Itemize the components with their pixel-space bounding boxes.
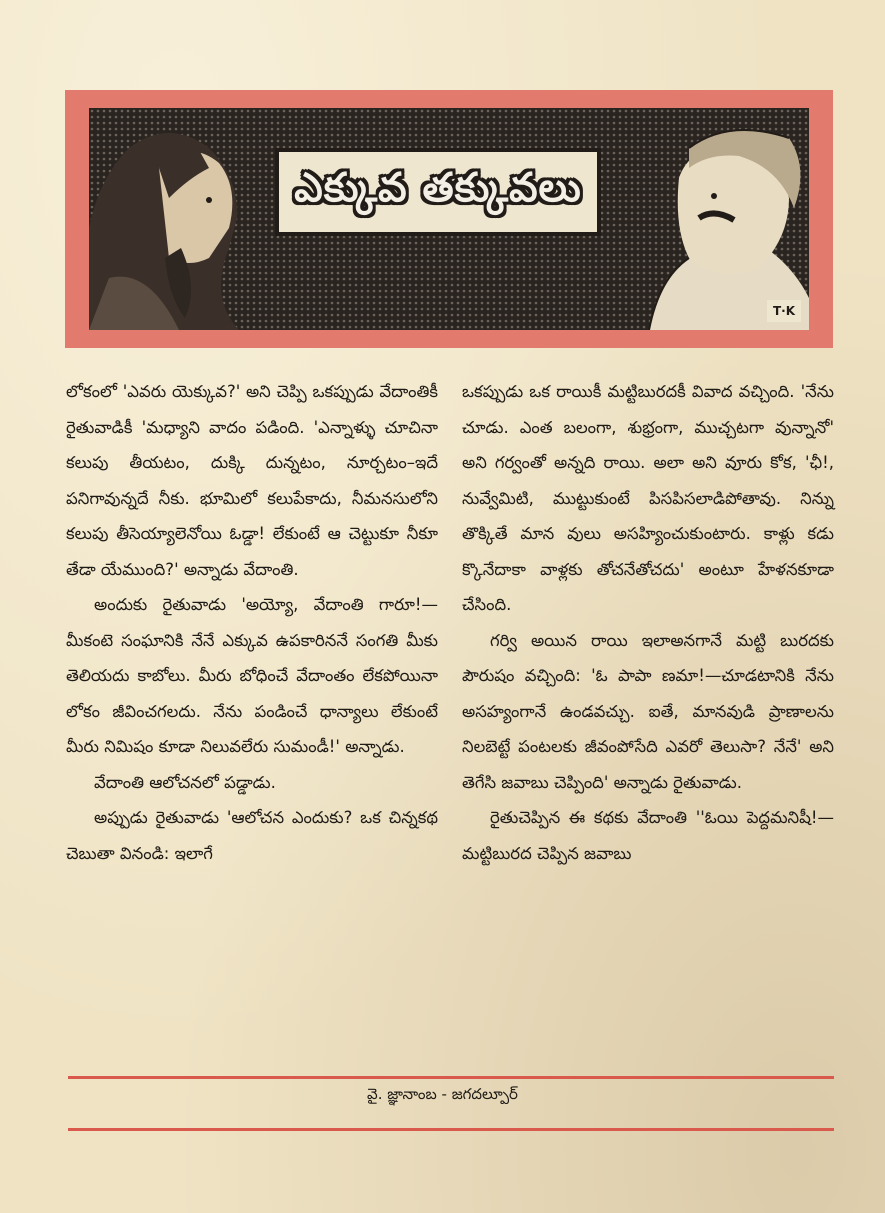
author-credit: వై. జ్ఞానాంబ - జగదల్పూర్	[367, 1085, 518, 1103]
paragraph: అందుకు రైతువాడు 'అయ్యో, వేదాంతి గారూ!—మీకంటె సంఘానికి నేనే ఎక్కువ ఉపకారిననే సంగతి మీకు తెలియదు కాబోలు. మీరు బోధించే వేదాంతం లేకపోయినా లోకం జీవించగలదు. నేను పండించే ధాన్యాలు లేకుంటే మీరు నిమిషం కూడా నిలువలేరు సుమండీ!' అన్నాడు.	[66, 595, 438, 756]
paragraph: గర్వి అయిన రాయి ఇలాఅనగానే మట్టి బురదకు పౌరుషం వచ్చింది: 'ఓ పాపా ణమా!—చూడటానికి నేను అసహ్యంగానే ఉండవచ్చు. ఐతే, మానవుడి ప్రాణాలను నిలబెట్టే పంటలకు జీవంపోసేది ఎవరో తెలుసా? నేనే' అని తెగేసి జవాబు చెప్పింది' అన్నాడు రైతువాడు.	[462, 630, 834, 792]
right-column	[462, 374, 834, 871]
divider-top	[68, 1076, 834, 1079]
divider-bottom	[68, 1128, 834, 1131]
paragraph: లోకంలో 'ఎవరు యెక్కువ?' అని చెప్పి ఒకప్పుడు వేదాంతికీ రైతువాడికీ 'మధ్యాని వాదం పడింది. 'ఎన్నాళ్ళు చూచినా కలుపు తీయటం, దుక్కి దున్నటం, నూర్చటం–ఇదే పనిగావున్నదే నీకు. భూమిలో కలుపేకాదు, నీమనసులోని కలుపు తీసెయ్యాలెనోయి ఓడ్డా! లేకుంటే ఆ చెట్టుకూ నీకూ తేడా యేముంది?' అన్నాడు వేదాంతి.	[66, 382, 438, 579]
artist-mark: T·K	[767, 300, 801, 322]
paragraph: ఒకప్పుడు ఒక రాయికీ మట్టిబురదకీ వివాద వచ్చింది. 'నేను చూడు. ఎంత బలంగా, శుభ్రంగా, ముచ్చటగా వున్నానో' అని గర్వంతో అన్నది రాయి. అలా అని వూరు కోక, 'ఛీ!, నువ్వేమిటి, ముట్టుకుంటే పిసపిసలాడిపోతావు. నిన్ను తొక్కితే మాన వులు అసహ్యించుకుంటారు. కాళ్లు కడు క్కొనేదాకా వాళ్లకు తోచనేతోచదు' అంటూ హేళనకూడా చేసింది.	[462, 382, 834, 614]
page-title: ఎక్కువ తక్కువలు	[294, 163, 582, 211]
paragraph: అప్పుడు రైతువాడు 'ఆలోచన ఎందుకు? ఒక చిన్నకథ చెబుతా వినండి: ఇలాగే	[66, 808, 438, 863]
header-banner	[65, 90, 833, 348]
banner-illustration	[89, 108, 809, 330]
paragraph: రైతుచెప్పిన ఈ కథకు వేదాంతి ''ఓయి పెద్దమనిషీ!—మట్టిబురద చెప్పిన జవాబు	[462, 808, 834, 863]
left-column	[66, 374, 438, 871]
paragraph: వేదాంతి ఆలోచనలో పడ్డాడు.	[94, 772, 276, 792]
title-plate	[275, 148, 601, 236]
